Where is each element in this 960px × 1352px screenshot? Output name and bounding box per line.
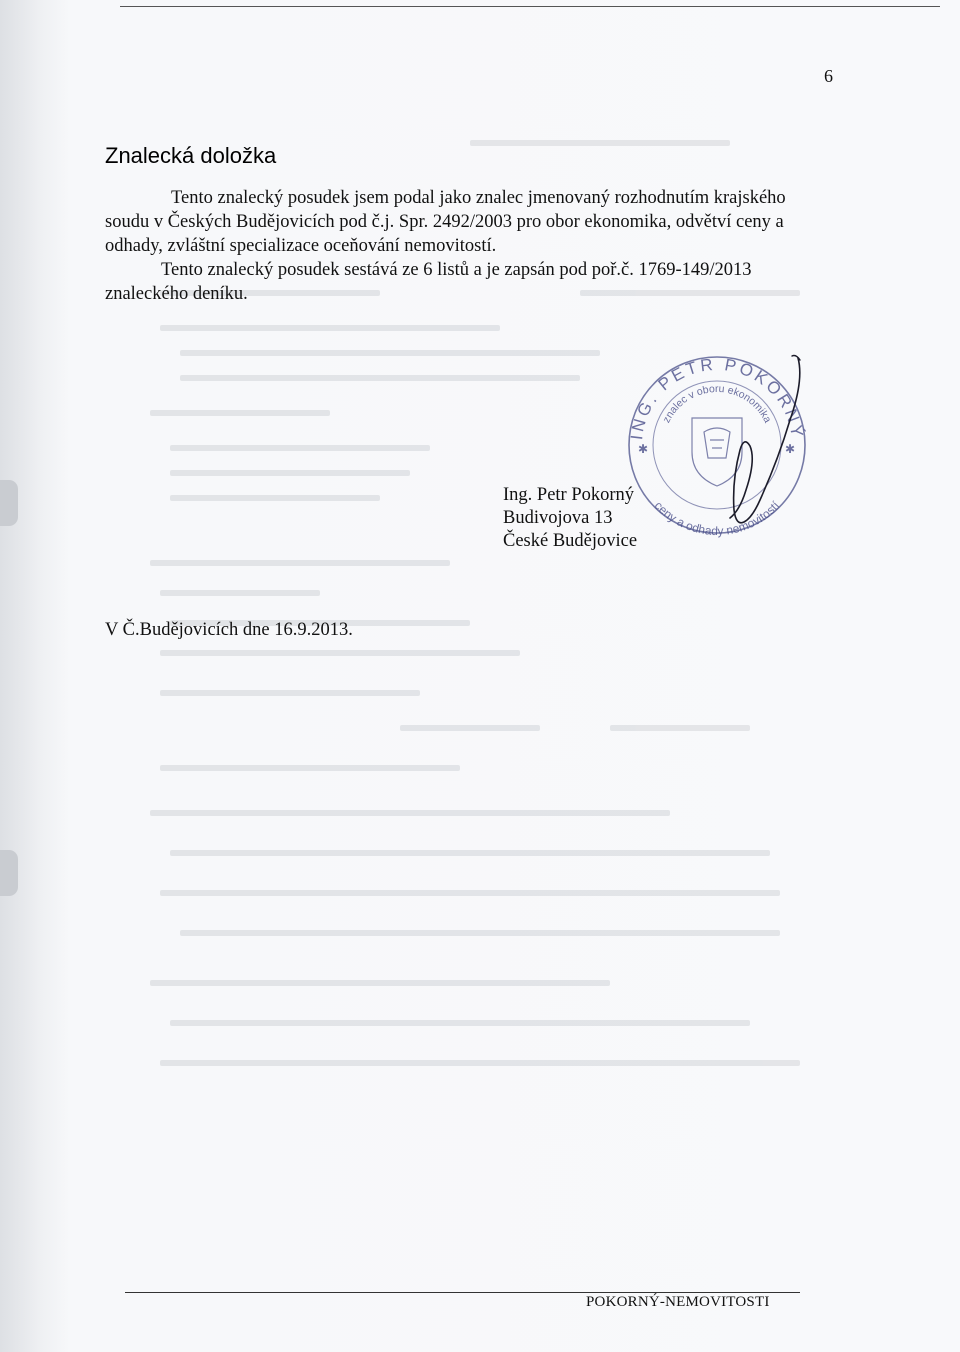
- stamp-top-text: ING. PETR POKORNÝ: [627, 354, 808, 441]
- top-rule: [120, 6, 940, 7]
- section-heading: Znalecká doložka: [105, 143, 277, 168]
- page-number: 6: [824, 66, 833, 86]
- punch-hole-mark: [0, 850, 18, 896]
- star-icon: ✱: [638, 442, 649, 456]
- paragraph-appointment: Tento znalecký posudek jsem podal jako znalec jmenovaný rozhodnutím krajského soudu v Českých Budějovicích pod č.j. Spr. 2492/2003 pro obor ekonomika, odvětví ceny a odhady, zvláštní specializace oceňování nemovitostí.: [105, 188, 786, 256]
- stamp-inner-text: znalec v oboru ekonomika: [660, 382, 774, 425]
- scan-left-shadow: [0, 0, 70, 1352]
- place-and-date: V Č.Budějovicích dne 16.9.2013.: [105, 620, 353, 640]
- footer-company: POKORNÝ-NEMOVITOSTI: [586, 1294, 770, 1310]
- signer-block: [503, 484, 637, 553]
- handwritten-signature: [700, 350, 810, 530]
- signer-city: České Budějovice: [503, 531, 638, 551]
- stamp-bottom-text: ceny a odhady nemovitostí: [651, 498, 783, 539]
- punch-hole-mark: [0, 480, 18, 526]
- footer-rule: [125, 1292, 800, 1293]
- signer-street: Budivojova 13: [503, 508, 613, 528]
- signer-name: Ing. Petr Pokorný: [503, 485, 635, 505]
- paragraph-registration: Tento znalecký posudek sestává ze 6 listů a je zapsán pod poř.č. 1769-149/2013 znaleckého deníku.: [105, 260, 752, 304]
- star-icon: ✱: [785, 442, 796, 456]
